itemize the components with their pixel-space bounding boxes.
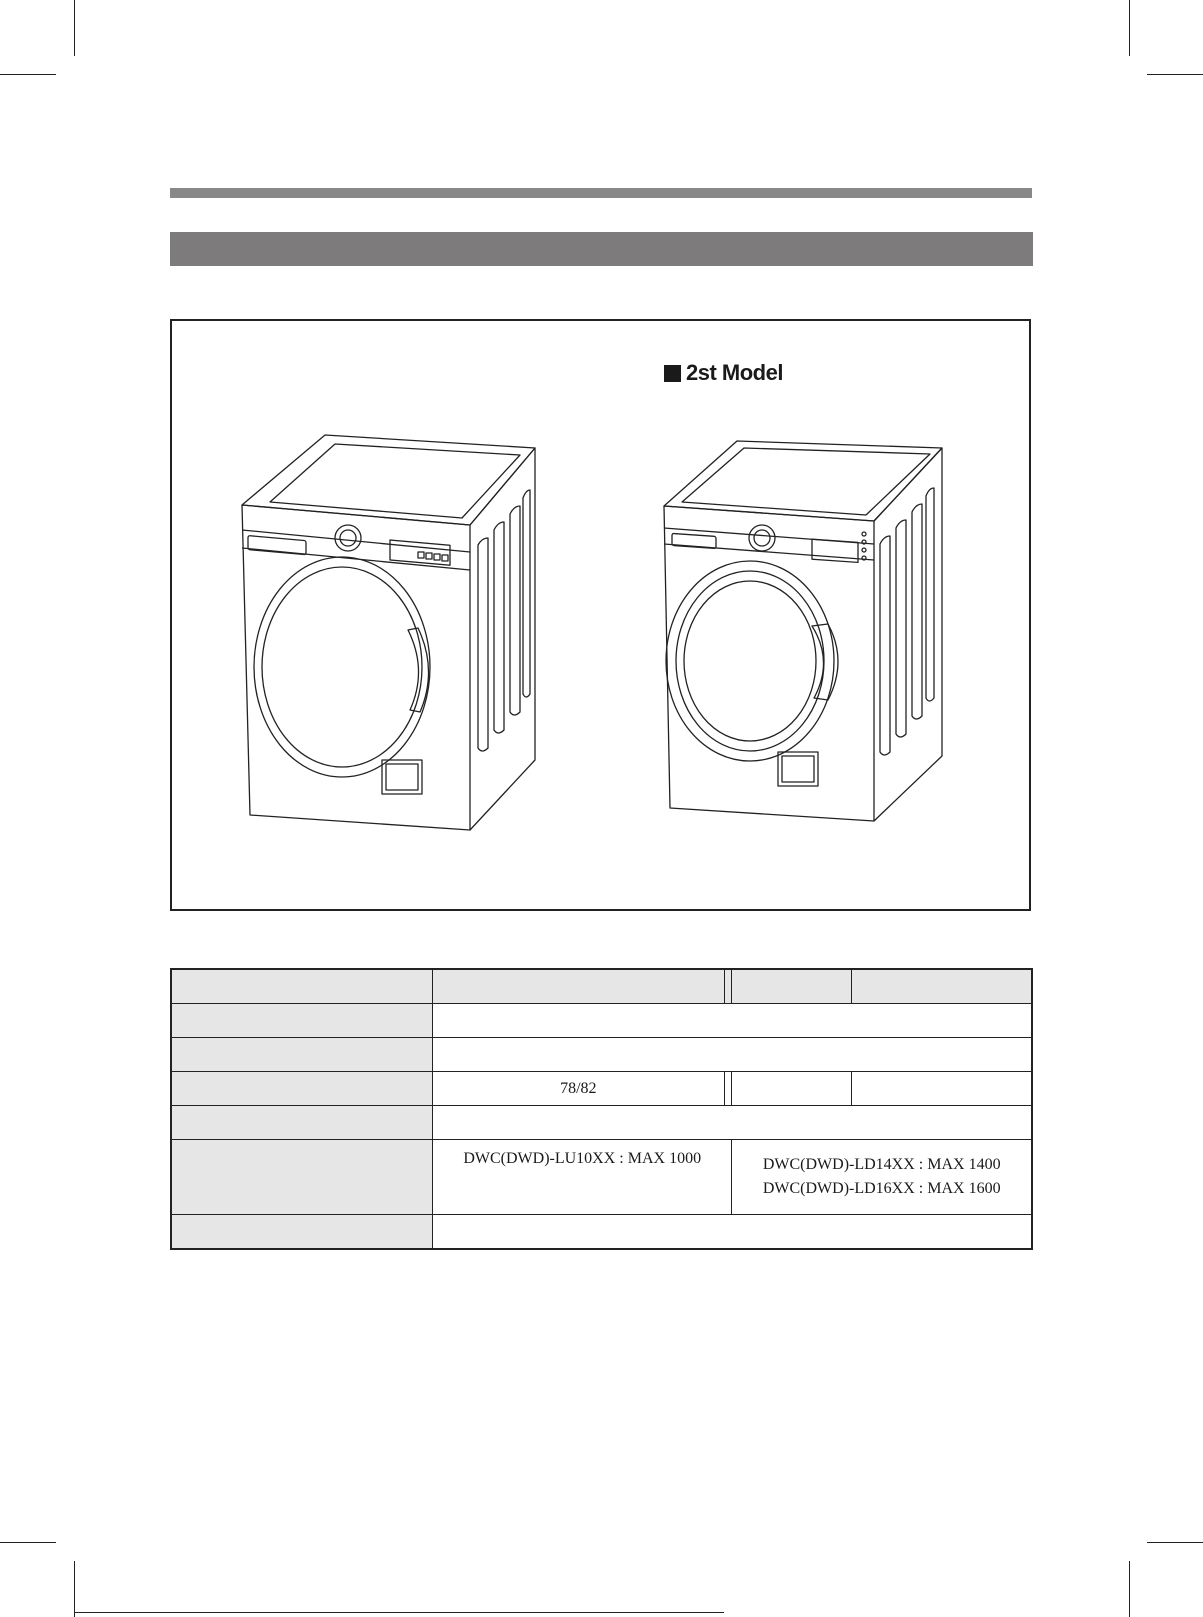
spin-speed-text: DWC(DWD)-LD16XX : MAX 1600: [762, 1180, 1001, 1197]
table-cell: [433, 1215, 1033, 1250]
washer-drawing-1: [230, 430, 550, 840]
table-row: [171, 1038, 1032, 1072]
crop-mark: [0, 74, 56, 75]
table-cell: [732, 1140, 1032, 1215]
footer-rule: [74, 1612, 724, 1613]
table-row: [171, 969, 1032, 1004]
spin-speed-text: DWC(DWD)-LU10XX : MAX 1000: [463, 1150, 702, 1167]
header-rule: [170, 188, 1032, 198]
table-row: [171, 1140, 1032, 1215]
washer-drawing-2: [652, 436, 952, 826]
table-cell: [171, 969, 433, 1004]
table-cell: [171, 1106, 433, 1140]
table-cell: [171, 1004, 433, 1038]
table-cell: [433, 1140, 732, 1215]
table-cell: [724, 1072, 732, 1106]
section-title-bar: [170, 232, 1033, 266]
crop-mark: [1147, 1542, 1203, 1543]
crop-mark: [1129, 0, 1130, 56]
table-cell: [433, 969, 725, 1004]
table-cell: [171, 1038, 433, 1072]
crop-mark: [0, 1542, 56, 1543]
spec-table: [170, 968, 1033, 1250]
table-row: [171, 1072, 1032, 1106]
table-cell: [433, 1038, 1033, 1072]
table-cell: [433, 1106, 1033, 1140]
spin-speed-text: DWC(DWD)-LD14XX : MAX 1400: [762, 1156, 1001, 1173]
table-row: [171, 1106, 1032, 1140]
table-cell: [171, 1215, 433, 1250]
model-label-text: 2st Model: [686, 360, 783, 385]
table-cell: [852, 1072, 1032, 1106]
square-bullet-icon: [664, 365, 681, 382]
table-cell: [433, 1004, 1033, 1038]
table-cell: [724, 969, 732, 1004]
crop-mark: [74, 1561, 75, 1617]
table-cell: [171, 1072, 433, 1106]
table-cell: [852, 969, 1032, 1004]
crop-mark: [1129, 1561, 1130, 1617]
crop-mark: [74, 0, 75, 56]
table-row: [171, 1215, 1032, 1250]
table-cell: [732, 969, 852, 1004]
table-cell: [171, 1140, 433, 1215]
table-cell: 78/82: [433, 1072, 725, 1106]
model-label: [664, 360, 783, 386]
crop-mark: [1147, 74, 1203, 75]
table-row: [171, 1004, 1032, 1038]
table-cell: [732, 1072, 852, 1106]
